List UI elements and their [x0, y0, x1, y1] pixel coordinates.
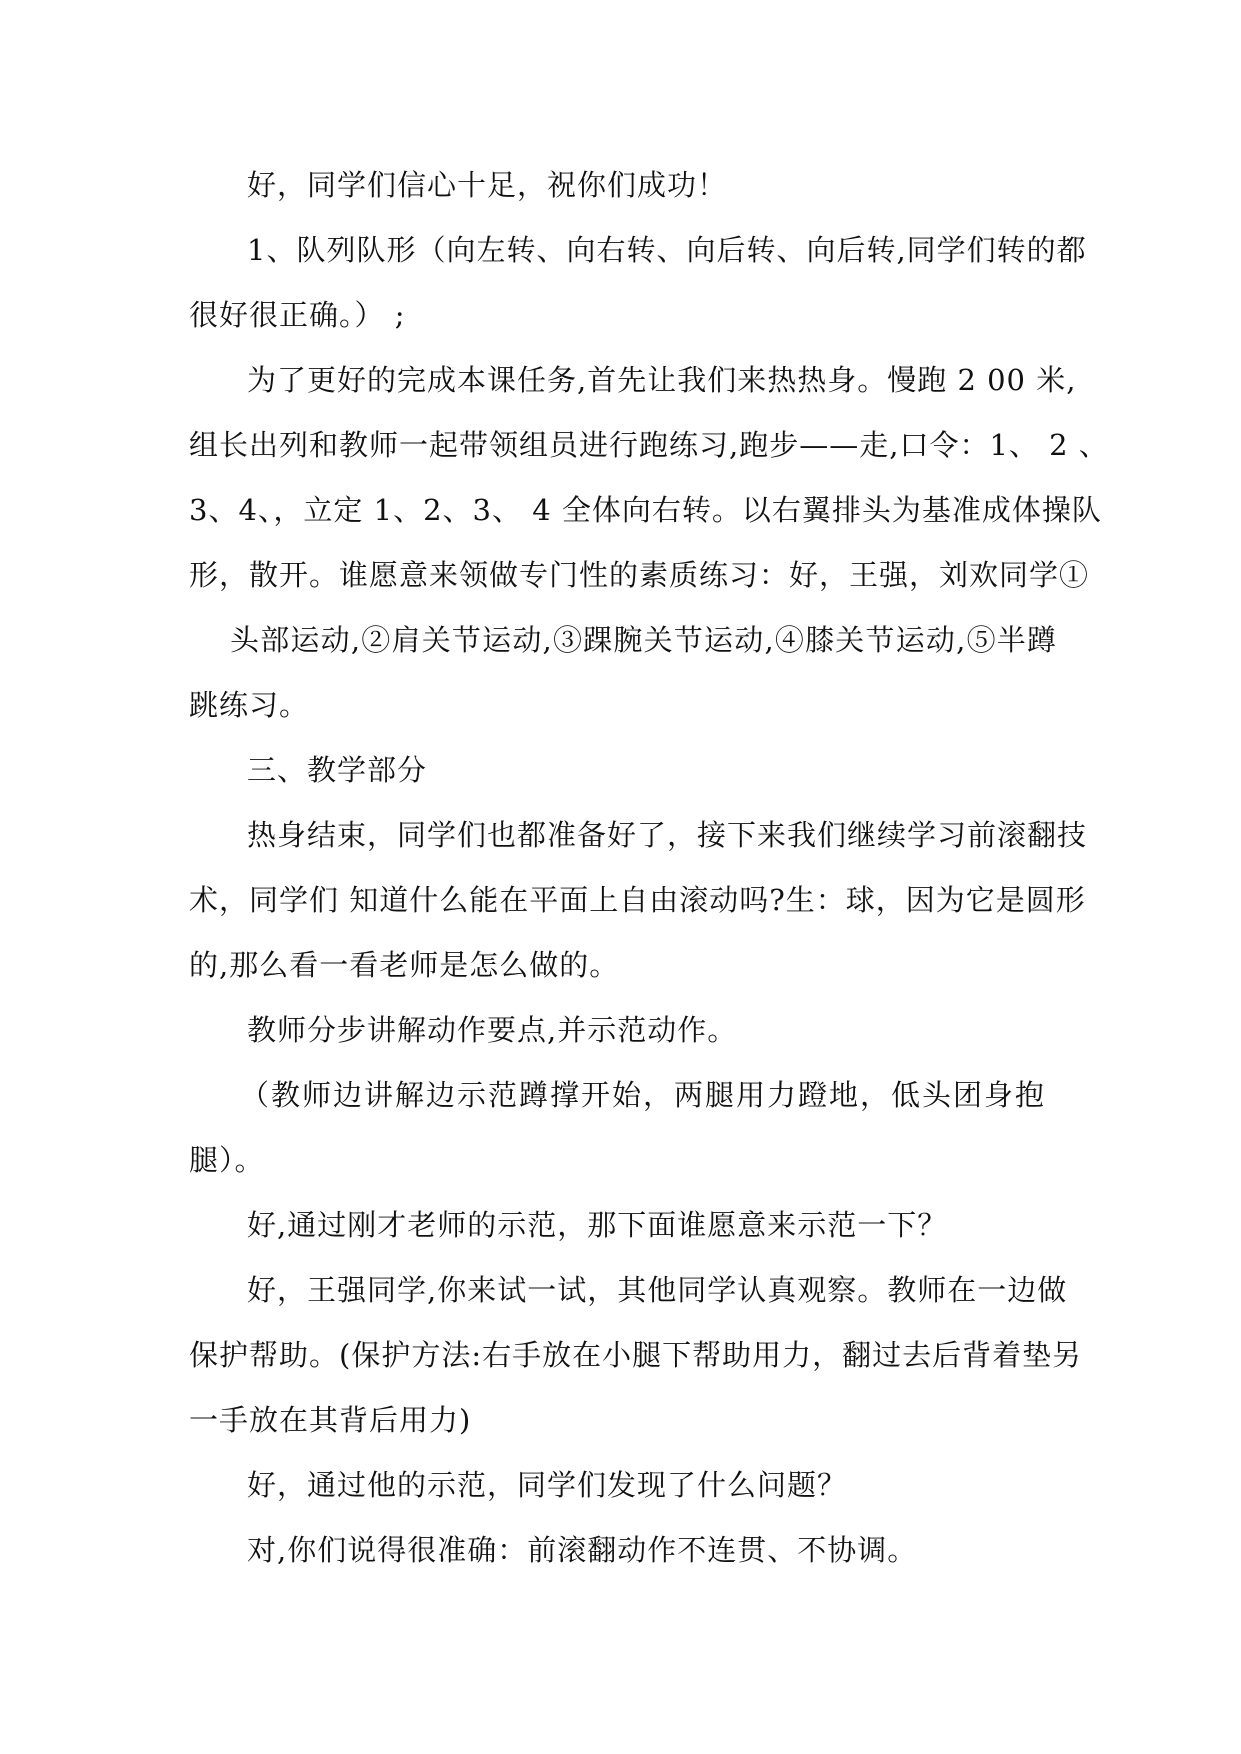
- text-line-12: 术，同学们 知道什么能在平面上自由滚动吗?生：球，因为它是圆形: [189, 883, 1086, 917]
- text-line-19: 保护帮助。(保护方法:右手放在小腿下帮助用力，翻过去后背着垫另: [189, 1338, 1083, 1372]
- text-line-3: 很好很正确。） ;: [189, 298, 406, 332]
- text-line-15: （教师边讲解边示范蹲撑开始，两腿用力蹬地，低头团身抱: [240, 1078, 1045, 1112]
- text-line-11: 热身结束，同学们也都准备好了，接下来我们继续学习前滚翻技: [247, 818, 1088, 852]
- text-line-7: 形，散开。谁愿意来领做专门性的素质练习：好，王强，刘欢同学①: [189, 558, 1090, 592]
- section-heading: 三、教学部分: [247, 753, 428, 787]
- text-line-13: 的,那么看一看老师是怎么做的。: [189, 948, 620, 982]
- text-line-1: 好，同学们信心十足，祝你们成功！: [247, 168, 728, 202]
- text-line-9: 跳练习。: [189, 688, 310, 722]
- text-line-4: 为了更好的完成本课任务,首先让我们来热热身。慢跑 2 00 米,: [247, 363, 1077, 397]
- text-line-5: 组长出列和教师一起带领组员进行跑练习,跑步——走,口令：1、 2 、: [189, 428, 1109, 462]
- text-line-17: 好,通过刚才老师的示范，那下面谁愿意来示范一下？: [247, 1208, 948, 1242]
- text-line-22: 对,你们说得很准确：前滚翻动作不连贯、不协调。: [247, 1533, 918, 1567]
- text-line-21: 好，通过他的示范，同学们发现了什么问题？: [247, 1468, 848, 1502]
- text-line-6: 3、4、，立定 1、2、3、 4 全体向右转。以右翼排头为基准成体操队: [189, 493, 1102, 527]
- text-line-2: 1、队列队形（向左转、向右转、向后转、向后转,同学们转的都: [247, 233, 1087, 267]
- text-line-14: 教师分步讲解动作要点,并示范动作。: [247, 1013, 738, 1047]
- text-line-8: 头部运动,②肩关节运动,③踝腕关节运动,④膝关节运动,⑤半蹲: [230, 623, 1057, 657]
- text-line-16: 腿）。: [189, 1143, 265, 1177]
- text-line-20: 一手放在其背后用力): [189, 1403, 472, 1437]
- text-line-18: 好，王强同学,你来试一试，其他同学认真观察。教师在一边做: [247, 1273, 1068, 1307]
